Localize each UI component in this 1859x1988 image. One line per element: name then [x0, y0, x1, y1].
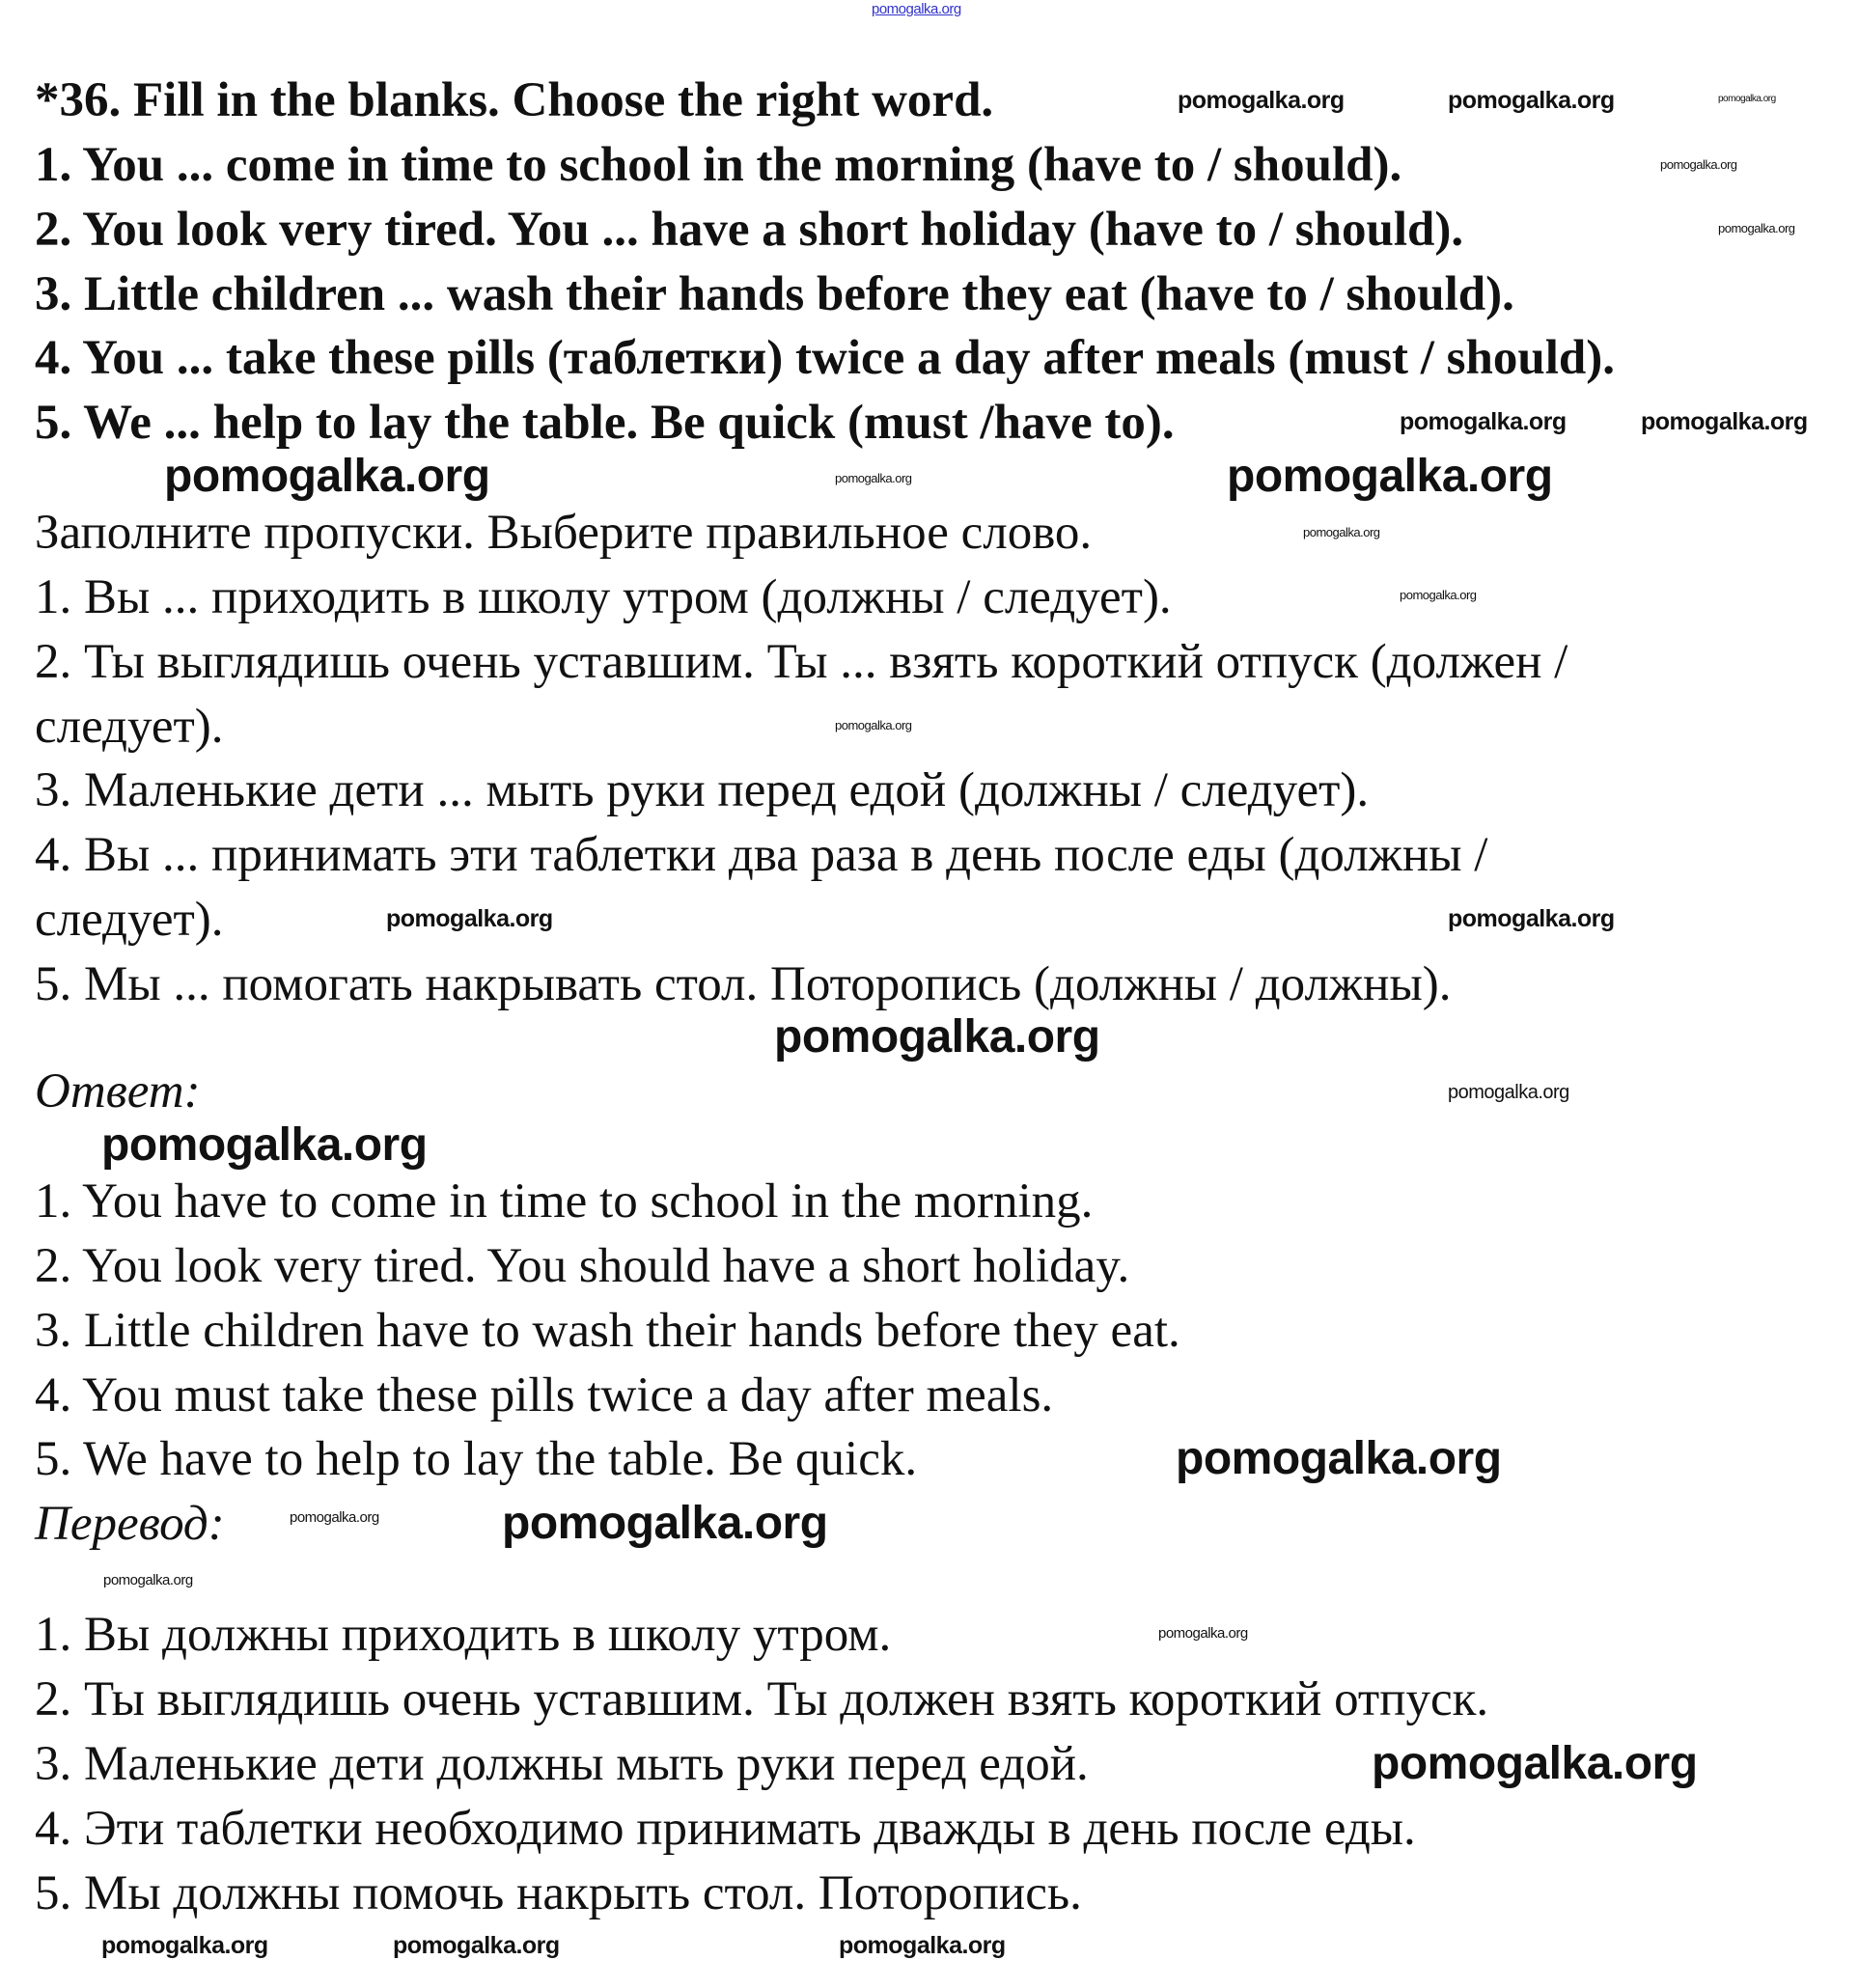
- watermark: pomogalka.org: [1718, 94, 1776, 104]
- russian-task-line: 5. Мы ... помогать накрывать стол. Поторопись (должны / должны).: [35, 957, 1452, 1011]
- watermark: pomogalka.org: [164, 451, 490, 502]
- translation-item: 2. Ты выглядишь очень уставшим. Ты должен взять короткий отпуск.: [35, 1672, 1489, 1726]
- answer-item: 5. We have to help to lay the table. Be quick.: [35, 1432, 918, 1486]
- watermark: pomogalka.org: [1641, 408, 1808, 435]
- russian-task-line: 3. Маленькие дети ... мыть руки перед едой (должны / следует).: [35, 763, 1370, 817]
- watermark: pomogalka.org: [1448, 1082, 1569, 1103]
- watermark: pomogalka.org: [1158, 1625, 1248, 1642]
- russian-task-line: 2. Ты выглядишь очень уставшим. Ты ... взять короткий отпуск (должен /: [35, 635, 1568, 689]
- watermark: pomogalka.org: [386, 905, 553, 932]
- answer-heading: Ответ:: [35, 1064, 201, 1118]
- russian-task-line: 4. Вы ... принимать эти таблетки два раза в день после еды (должны /: [35, 828, 1488, 882]
- exercise-item: 2. You look very tired. You ... have a short holiday (have to / should).: [35, 203, 1464, 257]
- translation-item: 5. Мы должны помочь накрыть стол. Поторопись.: [35, 1866, 1082, 1920]
- watermark: pomogalka.org: [290, 1509, 379, 1526]
- watermark: pomogalka.org: [1176, 1433, 1502, 1484]
- translation-item: 4. Эти таблетки необходимо принимать дважды в день после еды.: [35, 1802, 1416, 1856]
- watermark: pomogalka.org: [1400, 408, 1567, 435]
- watermark: pomogalka.org: [835, 718, 912, 732]
- exercise-item: 3. Little children ... wash their hands before they eat (have to / should).: [35, 267, 1514, 321]
- watermark: pomogalka.org: [1178, 87, 1345, 114]
- answer-item: 2. You look very tired. You should have a short holiday.: [35, 1239, 1130, 1293]
- watermark-link[interactable]: pomogalka.org: [872, 1, 961, 17]
- watermark: pomogalka.org: [774, 1011, 1100, 1063]
- watermark: pomogalka.org: [839, 1932, 1006, 1959]
- translation-item: 1. Вы должны приходить в школу утром.: [35, 1608, 892, 1662]
- watermark: pomogalka.org: [1448, 905, 1615, 932]
- russian-task-line: 1. Вы ... приходить в школу утром (должны / следует).: [35, 570, 1172, 624]
- watermark: pomogalka.org: [502, 1498, 828, 1549]
- translation-heading: Перевод:: [35, 1497, 225, 1551]
- answer-item: 3. Little children have to wash their hands before they eat.: [35, 1304, 1180, 1358]
- watermark: pomogalka.org: [101, 1932, 268, 1959]
- exercise-item: 1. You ... come in time to school in the morning (have to / should).: [35, 138, 1402, 192]
- russian-task-title: Заполните пропуски. Выберите правильное слово.: [35, 506, 1093, 560]
- exercise-item: 5. We ... help to lay the table. Be quick (must /have to).: [35, 396, 1175, 450]
- watermark: pomogalka.org: [835, 471, 912, 485]
- exercise-title: *36. Fill in the blanks. Choose the right word.: [35, 73, 994, 127]
- watermark: pomogalka.org: [1227, 451, 1553, 502]
- answer-item: 1. You have to come in time to school in the morning.: [35, 1174, 1094, 1229]
- exercise-item: 4. You ... take these pills (таблетки) twice a day after meals (must / should).: [35, 331, 1616, 385]
- watermark: pomogalka.org: [103, 1572, 193, 1588]
- watermark: pomogalka.org: [101, 1119, 428, 1171]
- watermark: pomogalka.org: [1400, 588, 1477, 602]
- translation-item: 3. Маленькие дети должны мыть руки перед едой.: [35, 1737, 1089, 1791]
- answer-item: 4. You must take these pills twice a day after meals.: [35, 1368, 1054, 1422]
- russian-task-line: следует).: [35, 893, 224, 947]
- russian-task-line: следует).: [35, 700, 224, 754]
- watermark: pomogalka.org: [1660, 157, 1737, 172]
- watermark: pomogalka.org: [1448, 87, 1615, 114]
- watermark: pomogalka.org: [1303, 525, 1380, 539]
- watermark: pomogalka.org: [1718, 221, 1795, 235]
- watermark: pomogalka.org: [393, 1932, 560, 1959]
- watermark: pomogalka.org: [1372, 1738, 1698, 1789]
